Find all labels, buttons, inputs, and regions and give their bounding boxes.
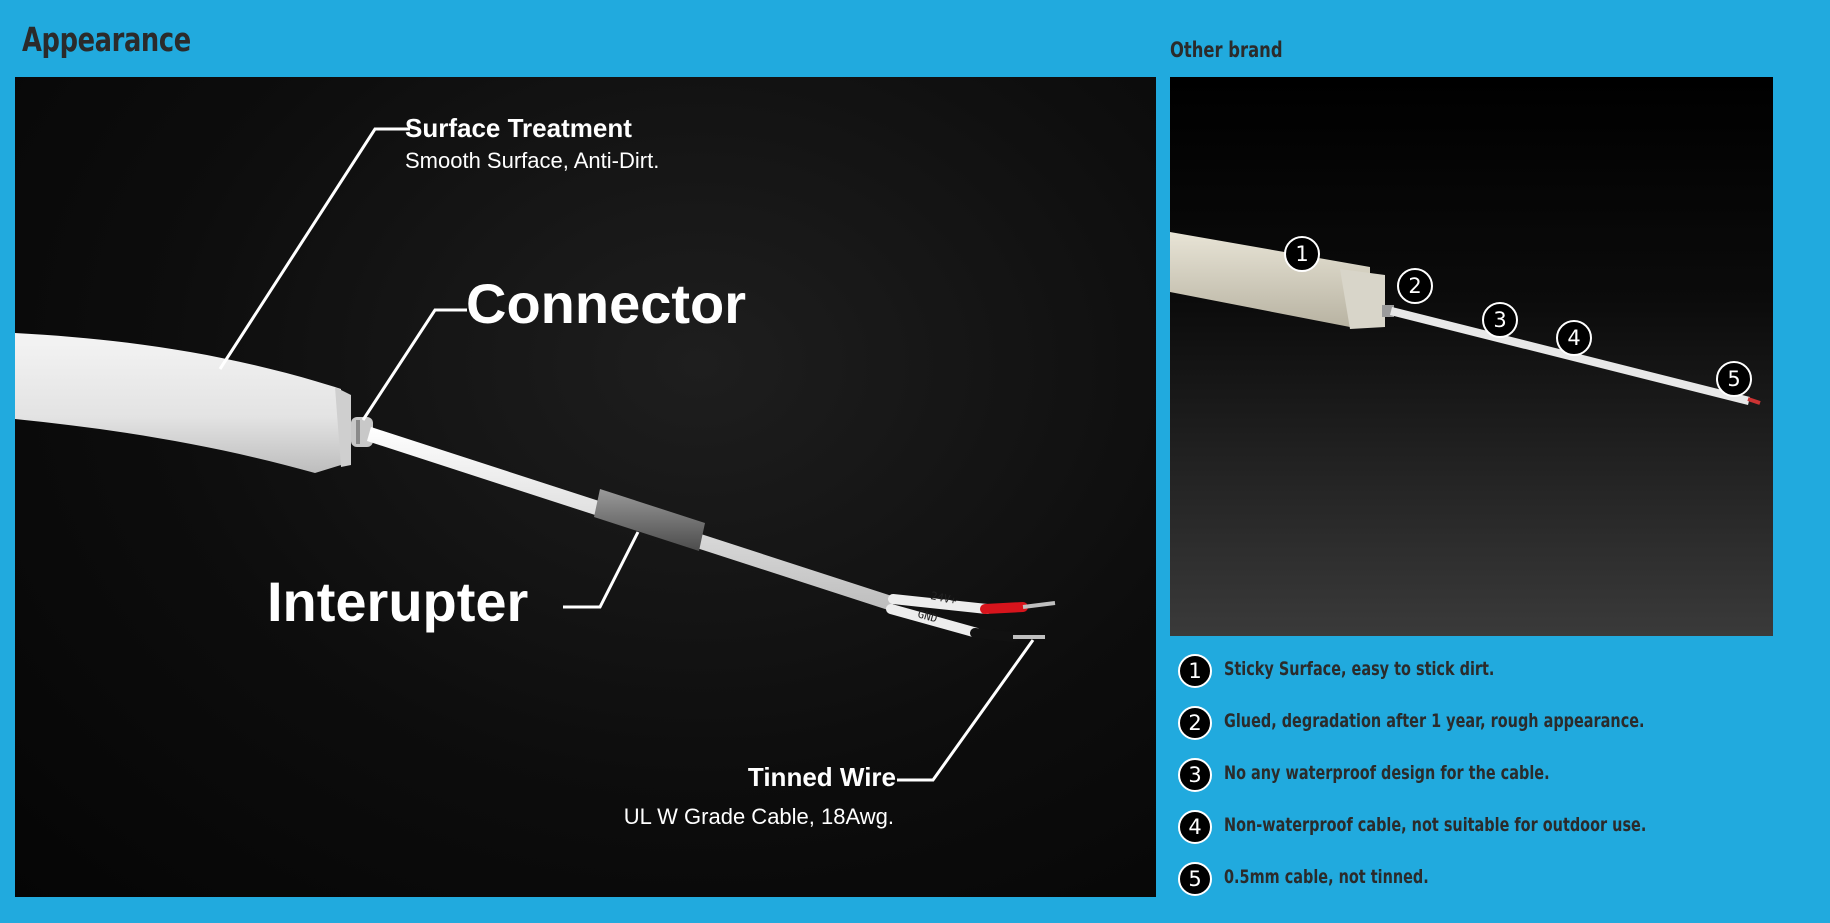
wire-label-positive: 24V+: [929, 589, 958, 608]
tinned-wire-detail: UL W Grade Cable, 18Awg.: [623, 804, 894, 829]
callout-line-surface: [220, 129, 410, 369]
led-strip-body: [15, 333, 341, 473]
other-strip-body: [1170, 232, 1370, 327]
wire-positive-tip: [985, 607, 1023, 609]
surface-treatment-detail: Smooth Surface, Anti-Dirt.: [405, 148, 660, 173]
marker-1: 1: [1284, 236, 1320, 272]
surface-treatment-heading: Surface Treatment: [405, 113, 632, 143]
legend-badge: 4: [1178, 810, 1212, 844]
legend-text: No any waterproof design for the cable.: [1224, 762, 1550, 784]
other-brand-title: Other brand: [1170, 38, 1283, 62]
other-brand-illustration: [1170, 77, 1773, 636]
connector-heading: Connector: [466, 272, 746, 335]
tinned-wire-heading: Tinned Wire: [747, 762, 896, 792]
legend-badge: 2: [1178, 706, 1212, 740]
main-product-illustration: [15, 77, 1156, 897]
legend-badge: 5: [1178, 862, 1212, 896]
legend-text: Glued, degradation after 1 year, rough appearance.: [1224, 710, 1645, 732]
callout-line-interupter: [563, 532, 638, 607]
callout-line-connector: [363, 310, 467, 420]
connector-ring: [356, 420, 360, 444]
legend-text: Sticky Surface, easy to stick dirt.: [1224, 658, 1495, 680]
legend-badge: 1: [1178, 654, 1212, 688]
page-title: Appearance: [22, 20, 191, 59]
other-brand-image: [1170, 77, 1773, 636]
marker-2: 2: [1397, 268, 1433, 304]
legend-text: Non-waterproof cable, not suitable for outdoor use.: [1224, 814, 1647, 836]
marker-4: 4: [1556, 320, 1592, 356]
callout-line-tinned: [897, 640, 1033, 780]
other-cable-tip: [1748, 399, 1760, 403]
wire-label-ground: GND: [916, 607, 939, 626]
legend-badge: 3: [1178, 758, 1212, 792]
legend-text: 0.5mm cable, not tinned.: [1224, 866, 1429, 888]
marker-3: 3: [1482, 302, 1518, 338]
interrupter-sleeve: [594, 489, 705, 551]
marker-5: 5: [1716, 361, 1752, 397]
wire-ground-tip: [975, 633, 1013, 637]
tinned-end-positive: [1023, 603, 1055, 607]
interupter-heading: Interupter: [267, 570, 529, 633]
main-product-image: [15, 77, 1156, 897]
